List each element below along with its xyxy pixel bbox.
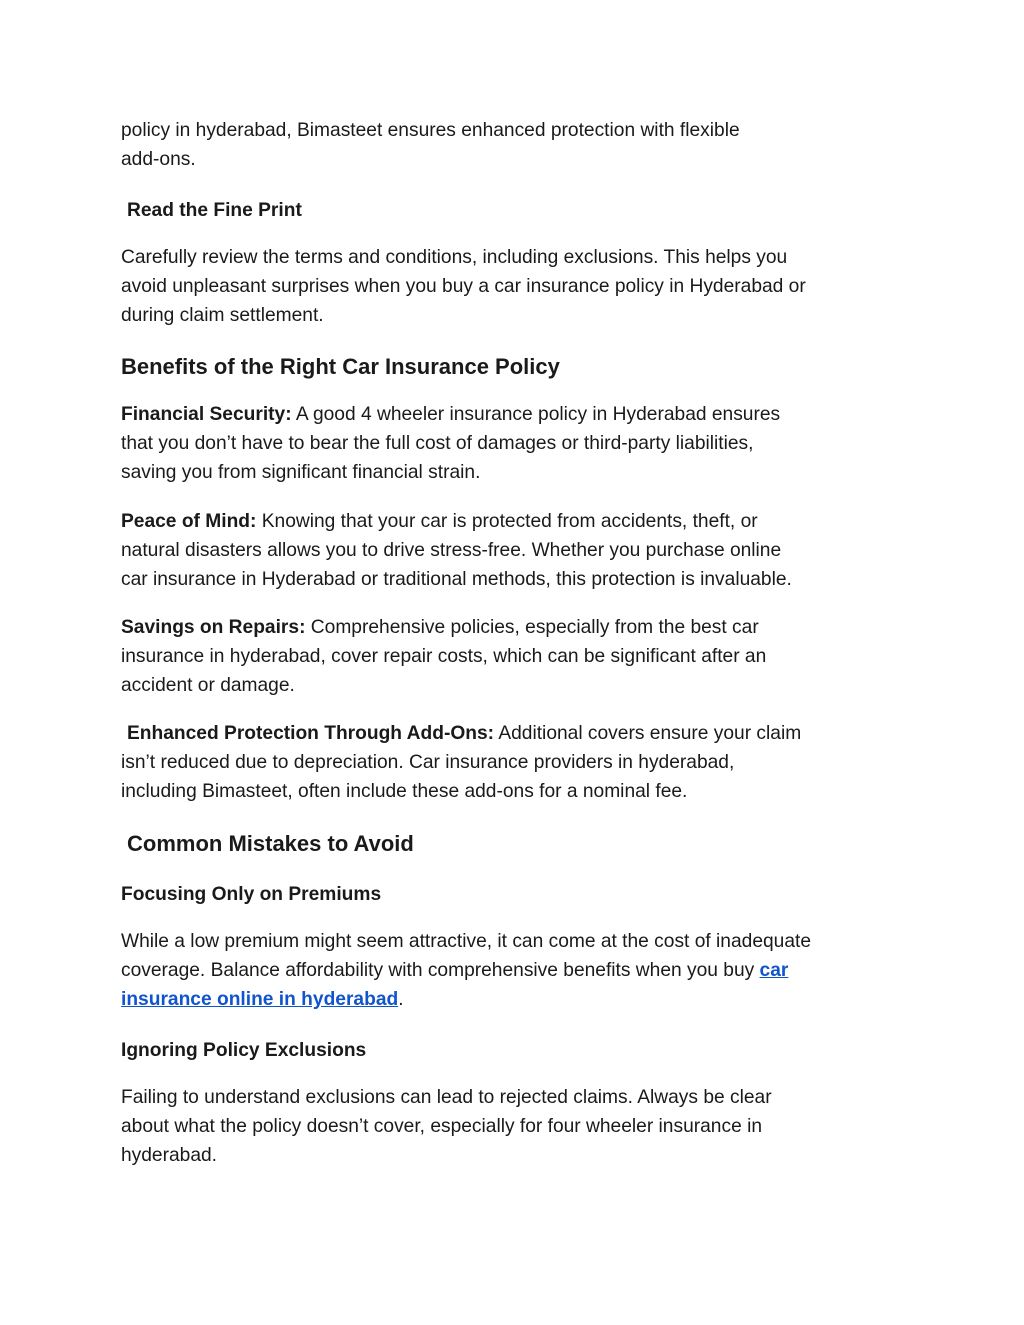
- premiums-line-2: coverage. Balance affordability with comprehensive benefits when you buy: [121, 960, 760, 981]
- car-insurance-online-link-part1[interactable]: car: [759, 960, 789, 981]
- premiums-paragraph: [121, 927, 901, 1014]
- savings-paragraph: [121, 613, 901, 700]
- intro-paragraph: [121, 116, 901, 174]
- addons-paragraph: [121, 719, 901, 806]
- mistakes-heading: Common Mistakes to Avoid: [127, 831, 414, 856]
- financial-line-3: saving you from significant financial strain.: [121, 462, 481, 483]
- exclusions-heading: Ignoring Policy Exclusions: [121, 1040, 367, 1061]
- addons-label: Enhanced Protection Through Add-Ons:: [127, 723, 495, 744]
- fine-print-line-3: during claim settlement.: [121, 305, 324, 326]
- exclusions-line-1: Failing to understand exclusions can lead to rejected claims. Always be clear: [121, 1087, 772, 1108]
- intro-line-1: policy in hyderabad, Bimasteet ensures enhanced protection with flexible: [121, 120, 740, 141]
- peace-line-2: natural disasters allows you to drive stress-free. Whether you purchase online: [121, 540, 782, 561]
- peace-line-3: car insurance in Hyderabad or traditional methods, this protection is invaluable.: [121, 569, 792, 590]
- financial-security-paragraph: [121, 400, 901, 487]
- benefits-heading: Benefits of the Right Car Insurance Policy: [121, 354, 560, 379]
- savings-line-2: insurance in hyderabad, cover repair costs, which can be significant after an: [121, 646, 767, 667]
- fine-print-paragraph: [121, 243, 901, 330]
- premiums-line-1: While a low premium might seem attractive, it can come at the cost of inadequate: [121, 931, 812, 952]
- savings-line-3: accident or damage.: [121, 675, 295, 696]
- car-insurance-online-link-part2[interactable]: insurance online in hyderabad: [121, 989, 399, 1010]
- financial-security-label: Financial Security:: [121, 404, 292, 425]
- exclusions-line-3: hyderabad.: [121, 1145, 218, 1166]
- peace-line-1: Knowing that your car is protected from accidents, theft, or: [256, 511, 758, 532]
- savings-line-1: Comprehensive policies, especially from the best car: [305, 617, 759, 638]
- peace-of-mind-label: Peace of Mind:: [121, 511, 257, 532]
- savings-label: Savings on Repairs:: [121, 617, 306, 638]
- financial-line-1: A good 4 wheeler insurance policy in Hyderabad ensures: [291, 404, 781, 425]
- premiums-heading: Focusing Only on Premiums: [121, 884, 382, 905]
- premiums-line-3-end: .: [398, 989, 404, 1010]
- intro-line-2: add-ons.: [121, 149, 196, 170]
- fine-print-line-1: Carefully review the terms and conditions, including exclusions. This helps you: [121, 247, 788, 268]
- peace-of-mind-paragraph: [121, 507, 901, 594]
- addons-line-1: Additional covers ensure your claim: [494, 723, 802, 744]
- addons-line-2: isn’t reduced due to depreciation. Car insurance providers in hyderabad,: [121, 752, 735, 773]
- exclusions-line-2: about what the policy doesn’t cover, especially for four wheeler insurance in: [121, 1116, 763, 1137]
- addons-line-3: including Bimasteet, often include these add-ons for a nominal fee.: [121, 781, 688, 802]
- fine-print-heading: Read the Fine Print: [127, 200, 302, 221]
- financial-line-2: that you don’t have to bear the full cost of damages or third-party liabilities,: [121, 433, 754, 454]
- fine-print-line-2: avoid unpleasant surprises when you buy a car insurance policy in Hyderabad or: [121, 276, 806, 297]
- exclusions-paragraph: [121, 1083, 901, 1170]
